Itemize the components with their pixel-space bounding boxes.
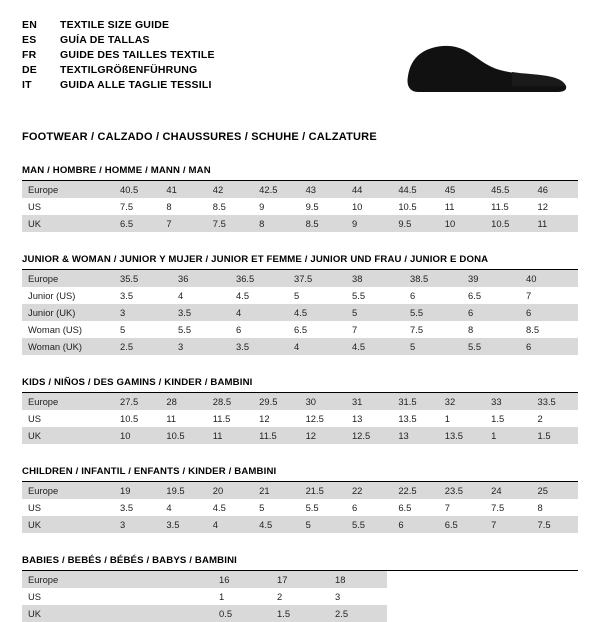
- size-cell: 3.5: [230, 338, 288, 355]
- row-label: UK: [22, 427, 114, 444]
- size-cell: 12: [253, 410, 299, 427]
- row-label: Woman (US): [22, 321, 114, 338]
- size-group: [22, 165, 578, 232]
- size-cell: 7: [485, 516, 531, 533]
- size-cell: 3.5: [114, 499, 160, 516]
- size-cell: 11.5: [207, 410, 253, 427]
- size-cell: 5: [300, 516, 346, 533]
- table-row: [22, 304, 578, 321]
- size-group: [22, 466, 578, 533]
- size-cell: 2.5: [329, 605, 387, 622]
- table-row: [22, 588, 578, 605]
- size-cell: 11: [439, 198, 485, 215]
- table-row: [22, 287, 578, 304]
- size-cell: 8: [253, 215, 299, 232]
- size-table: [22, 181, 578, 232]
- size-cell: 4: [207, 516, 253, 533]
- size-cell: 35.5: [114, 270, 172, 287]
- size-cell: 3: [114, 304, 172, 321]
- size-cell: 10.5: [114, 410, 160, 427]
- size-cell: 7: [160, 215, 206, 232]
- size-cell: 1.5: [271, 605, 329, 622]
- size-cell: 6.5: [392, 499, 438, 516]
- size-cell: 8.5: [300, 215, 346, 232]
- row-label: Europe: [22, 393, 114, 410]
- size-cell: 6: [392, 516, 438, 533]
- size-cell: 1: [213, 588, 271, 605]
- size-cell: 7.5: [114, 198, 160, 215]
- size-cell: 17: [271, 571, 329, 588]
- size-cell: 8.5: [207, 198, 253, 215]
- size-group-title: JUNIOR & WOMAN / JUNIOR Y MUJER / JUNIOR ET FEMME / JUNIOR UND FRAU / JUNIOR E DONA: [22, 254, 578, 270]
- size-cell: 40.5: [114, 181, 160, 198]
- size-cell: 37.5: [288, 270, 346, 287]
- size-cell: 5: [114, 321, 172, 338]
- size-cell: 5: [404, 338, 462, 355]
- row-label: Europe: [22, 270, 114, 287]
- size-cell: 42: [207, 181, 253, 198]
- table-row: [22, 198, 578, 215]
- size-cell: 1.5: [532, 427, 578, 444]
- language-code: EN: [22, 19, 37, 31]
- size-cell: 5: [253, 499, 299, 516]
- table-row: [22, 393, 578, 410]
- size-group-title: CHILDREN / INFANTIL / ENFANTS / KINDER / BAMBINI: [22, 466, 578, 482]
- language-row: [22, 18, 215, 33]
- row-label: Europe: [22, 181, 114, 198]
- size-cell: 24: [485, 482, 531, 499]
- table-row: [22, 482, 578, 499]
- language-title: TEXTILE SIZE GUIDE: [60, 19, 170, 31]
- size-cell: 6: [520, 304, 578, 321]
- size-cell: 6.5: [462, 287, 520, 304]
- size-cell: 6.5: [114, 215, 160, 232]
- table-row: [22, 571, 578, 588]
- size-cell: 7.5: [207, 215, 253, 232]
- language-row: [22, 78, 215, 93]
- size-cell: 9: [253, 198, 299, 215]
- size-cell: 31: [346, 393, 392, 410]
- size-cell: 10.5: [485, 215, 531, 232]
- size-cell: 19: [114, 482, 160, 499]
- table-row: [22, 215, 578, 232]
- table-row: [22, 605, 578, 622]
- size-cell: 4: [230, 304, 288, 321]
- size-cell: 8: [160, 198, 206, 215]
- row-label: Europe: [22, 482, 114, 499]
- size-cell: 6.5: [439, 516, 485, 533]
- size-cell: 12: [532, 198, 578, 215]
- size-cell: 6.5: [288, 321, 346, 338]
- language-code: DE: [22, 64, 37, 76]
- size-cell: 2.5: [114, 338, 172, 355]
- size-cell: 43: [300, 181, 346, 198]
- size-cell: 36: [172, 270, 230, 287]
- table-filler: [387, 605, 578, 622]
- size-cell: 41: [160, 181, 206, 198]
- size-cell: 36.5: [230, 270, 288, 287]
- language-title: GUIDA ALLE TAGLIE TESSILI: [60, 79, 212, 91]
- size-cell: 5.5: [404, 304, 462, 321]
- size-cell: 22: [346, 482, 392, 499]
- language-title: GUÍA DE TALLAS: [60, 34, 150, 46]
- size-cell: 8.5: [520, 321, 578, 338]
- size-cell: 22.5: [392, 482, 438, 499]
- size-cell: 33: [485, 393, 531, 410]
- size-cell: 5.5: [172, 321, 230, 338]
- size-cell: 45: [439, 181, 485, 198]
- size-cell: 10: [114, 427, 160, 444]
- table-row: [22, 338, 578, 355]
- table-filler: [387, 571, 578, 588]
- size-table: [22, 270, 578, 355]
- document-header: [22, 18, 578, 114]
- row-label: US: [22, 499, 114, 516]
- size-cell: 3.5: [172, 304, 230, 321]
- size-cell: 4: [160, 499, 206, 516]
- table-filler: [387, 588, 578, 605]
- size-cell: 16: [213, 571, 271, 588]
- size-cell: 13.5: [392, 410, 438, 427]
- size-cell: 44: [346, 181, 392, 198]
- size-cell: 9: [346, 215, 392, 232]
- size-cell: 11: [160, 410, 206, 427]
- size-cell: 0.5: [213, 605, 271, 622]
- row-label: UK: [22, 215, 114, 232]
- size-cell: 6: [404, 287, 462, 304]
- size-cell: 7: [520, 287, 578, 304]
- size-cell: 6: [520, 338, 578, 355]
- size-cell: 7.5: [532, 516, 578, 533]
- size-cell: 3: [114, 516, 160, 533]
- size-cell: 8: [532, 499, 578, 516]
- language-code: ES: [22, 34, 37, 46]
- language-title-list-body: [22, 18, 215, 93]
- row-label: Europe: [22, 571, 213, 588]
- size-cell: 10: [346, 198, 392, 215]
- row-label: Junior (US): [22, 287, 114, 304]
- size-cell: 38.5: [404, 270, 462, 287]
- size-group-title: KIDS / NIÑOS / DES GAMINS / KINDER / BAMBINI: [22, 377, 578, 393]
- size-cell: 4.5: [253, 516, 299, 533]
- table-row: [22, 181, 578, 198]
- size-cell: 10.5: [392, 198, 438, 215]
- row-label: Junior (UK): [22, 304, 114, 321]
- row-label: US: [22, 588, 213, 605]
- table-row: [22, 427, 578, 444]
- language-title: TEXTILGRÖßENFÜHRUNG: [60, 64, 198, 76]
- size-cell: 4.5: [346, 338, 404, 355]
- size-group: [22, 254, 578, 355]
- size-cell: 12.5: [300, 410, 346, 427]
- size-cell: 7: [346, 321, 404, 338]
- table-row: [22, 410, 578, 427]
- size-cell: 27.5: [114, 393, 160, 410]
- dress-shoe-icon: [392, 36, 572, 98]
- footwear-section-title: FOOTWEAR / CALZADO / CHAUSSURES / SCHUHE / CALZATURE: [22, 131, 377, 143]
- language-row: [22, 48, 215, 63]
- language-code: FR: [22, 49, 37, 61]
- size-cell: 5.5: [300, 499, 346, 516]
- size-cell: 10.5: [160, 427, 206, 444]
- size-cell: 10: [439, 215, 485, 232]
- size-cell: 44.5: [392, 181, 438, 198]
- size-cell: 25: [532, 482, 578, 499]
- size-cell: 31.5: [392, 393, 438, 410]
- size-cell: 21.5: [300, 482, 346, 499]
- size-cell: 11.5: [485, 198, 531, 215]
- size-cell: 7.5: [404, 321, 462, 338]
- size-cell: 5.5: [346, 516, 392, 533]
- size-cell: 11: [532, 215, 578, 232]
- size-cell: 6: [346, 499, 392, 516]
- size-cell: 2: [532, 410, 578, 427]
- size-cell: 1.5: [485, 410, 531, 427]
- size-cell: 9.5: [300, 198, 346, 215]
- language-row: [22, 63, 215, 78]
- size-table: [22, 482, 578, 533]
- size-cell: 13: [346, 410, 392, 427]
- size-cell: 39: [462, 270, 520, 287]
- size-cell: 20: [207, 482, 253, 499]
- language-title-list: [22, 18, 215, 93]
- size-cell: 46: [532, 181, 578, 198]
- table-row: [22, 516, 578, 533]
- size-group-title: BABIES / BEBÉS / BÉBÉS / BABYS / BAMBINI: [22, 555, 578, 571]
- size-cell: 7.5: [485, 499, 531, 516]
- size-cell: 12: [300, 427, 346, 444]
- row-label: UK: [22, 516, 114, 533]
- size-cell: 33.5: [532, 393, 578, 410]
- size-table: [22, 393, 578, 444]
- size-cell: 4.5: [230, 287, 288, 304]
- language-row: [22, 33, 215, 48]
- size-cell: 19.5: [160, 482, 206, 499]
- row-label: UK: [22, 605, 213, 622]
- table-row: [22, 321, 578, 338]
- size-cell: 5: [288, 287, 346, 304]
- size-cell: 1: [485, 427, 531, 444]
- size-cell: 42.5: [253, 181, 299, 198]
- size-cell: 5.5: [462, 338, 520, 355]
- language-title: GUIDE DES TAILLES TEXTILE: [60, 49, 215, 61]
- size-cell: 40: [520, 270, 578, 287]
- language-code: IT: [22, 79, 32, 91]
- size-cell: 3.5: [114, 287, 172, 304]
- size-group: [22, 555, 578, 622]
- size-table: [22, 571, 578, 622]
- size-cell: 21: [253, 482, 299, 499]
- size-group: [22, 377, 578, 444]
- size-cell: 3: [329, 588, 387, 605]
- table-row: [22, 270, 578, 287]
- row-label: Woman (UK): [22, 338, 114, 355]
- size-cell: 23.5: [439, 482, 485, 499]
- size-cell: 3: [172, 338, 230, 355]
- size-cell: 11.5: [253, 427, 299, 444]
- row-label: US: [22, 198, 114, 215]
- size-tables-container: [22, 165, 578, 622]
- size-cell: 5: [346, 304, 404, 321]
- size-cell: 28: [160, 393, 206, 410]
- size-cell: 2: [271, 588, 329, 605]
- size-cell: 12.5: [346, 427, 392, 444]
- table-row: [22, 499, 578, 516]
- size-cell: 32: [439, 393, 485, 410]
- size-cell: 4.5: [207, 499, 253, 516]
- size-cell: 4: [288, 338, 346, 355]
- size-cell: 6: [462, 304, 520, 321]
- size-group-title: MAN / HOMBRE / HOMME / MANN / MAN: [22, 165, 578, 181]
- size-cell: 13: [392, 427, 438, 444]
- size-cell: 38: [346, 270, 404, 287]
- size-cell: 1: [439, 410, 485, 427]
- size-cell: 3.5: [160, 516, 206, 533]
- size-cell: 4: [172, 287, 230, 304]
- size-cell: 28.5: [207, 393, 253, 410]
- size-cell: 6: [230, 321, 288, 338]
- size-cell: 13.5: [439, 427, 485, 444]
- size-cell: 29.5: [253, 393, 299, 410]
- size-cell: 11: [207, 427, 253, 444]
- size-cell: 4.5: [288, 304, 346, 321]
- size-cell: 30: [300, 393, 346, 410]
- size-cell: 7: [439, 499, 485, 516]
- size-cell: 5.5: [346, 287, 404, 304]
- size-cell: 18: [329, 571, 387, 588]
- row-label: US: [22, 410, 114, 427]
- size-cell: 45.5: [485, 181, 531, 198]
- size-cell: 8: [462, 321, 520, 338]
- size-cell: 9.5: [392, 215, 438, 232]
